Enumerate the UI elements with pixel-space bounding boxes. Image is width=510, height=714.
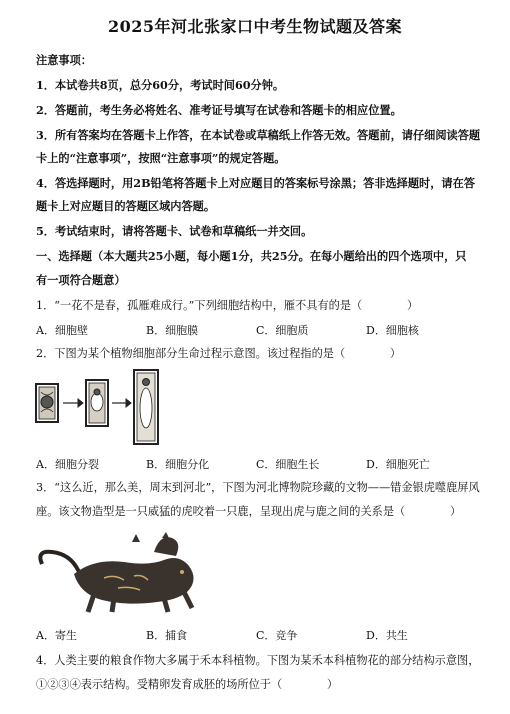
q1-option-a: A．细胞壁 [36, 324, 88, 337]
arrow-icon [63, 399, 83, 407]
small-cell-image [36, 384, 58, 422]
question-3-stem-cont: 座。该文物造型是一只威猛的虎咬着一只鹿，呈现出虎与鹿之间的关系是（ ） [36, 505, 462, 518]
tiger-deer-bronze-image [34, 532, 224, 614]
q3-option-a: A．寄生 [36, 629, 77, 642]
notice-item-1: 1．本试卷共8页，总分60分，考试时间60分钟。 [36, 78, 285, 92]
large-cell-image [134, 370, 158, 444]
question-3-stem: 3．“这么近，那么美，周末到河北”，下图为河北博物院珍藏的文物——错金银虎噬鹿屏风 [36, 481, 480, 494]
q1-option-c: C．细胞质 [256, 324, 309, 337]
q3-option-c: C．竞争 [256, 629, 298, 642]
notice-item-5: 5．考试结束时，请将答题卡、试卷和草稿纸一并交回。 [36, 224, 313, 238]
q3-option-b: B．捕食 [146, 629, 188, 642]
notice-item-2: 2．答题前，考生务必将姓名、准考证号填写在试卷和答题卡的相应位置。 [36, 103, 402, 117]
arrow-icon [112, 399, 131, 407]
medium-cell-image [86, 380, 108, 426]
notice-item-3-cont: 卡上的“注意事项”，按照“注意事项”的规定答题。 [36, 151, 286, 165]
section-heading-cont: 有一项符合题意） [36, 273, 126, 287]
question-1-stem: 1．“一花不是春，孤雁难成行。”下列细胞结构中，雁不具有的是（ ） [36, 299, 419, 312]
notice-item-4: 4．答选择题时，用2B铅笔将答题卡上对应题目的答案标号涂黑；答非选择题时，请在答 [36, 176, 475, 190]
page-title: 2025年河北张家口中考生物试题及答案 [107, 17, 403, 36]
q2-option-a: A．细胞分裂 [36, 458, 99, 471]
q1-option-d: D．细胞核 [366, 324, 419, 337]
section-heading: 一、选择题（本大题共25小题，每小题1分，共25分。在每小题给出的四个选项中，只 [36, 249, 467, 263]
q3-option-d: D．共生 [366, 629, 408, 642]
q2-option-c: C．细胞生长 [256, 458, 320, 471]
question-2-stem: 2．下图为某个植物细胞部分生命过程示意图。该过程指的是（ ） [36, 347, 402, 360]
q2-option-d: D．细胞死亡 [366, 458, 430, 471]
question-4-stem-cont: ①②③④表示结构。受精卵发育成胚的场所位于（ ） [36, 678, 339, 691]
notice-item-4-cont: 题卡上对应题目的答题区域内答题。 [36, 199, 216, 213]
question-4-stem: 4．人类主要的粮食作物大多属于禾本科植物。下图为某禾本科植物花的部分结构示意图， [36, 654, 480, 667]
q1-option-b: B．细胞膜 [146, 324, 199, 337]
cell-process-diagram [30, 368, 170, 446]
notice-item-3: 3．所有答案均在答题卡上作答，在本试卷或草稿纸上作答无效。答题前，请仔细阅读答题 [36, 128, 481, 142]
notice-heading: 注意事项： [36, 53, 92, 67]
q2-option-b: B．细胞分化 [146, 458, 210, 471]
